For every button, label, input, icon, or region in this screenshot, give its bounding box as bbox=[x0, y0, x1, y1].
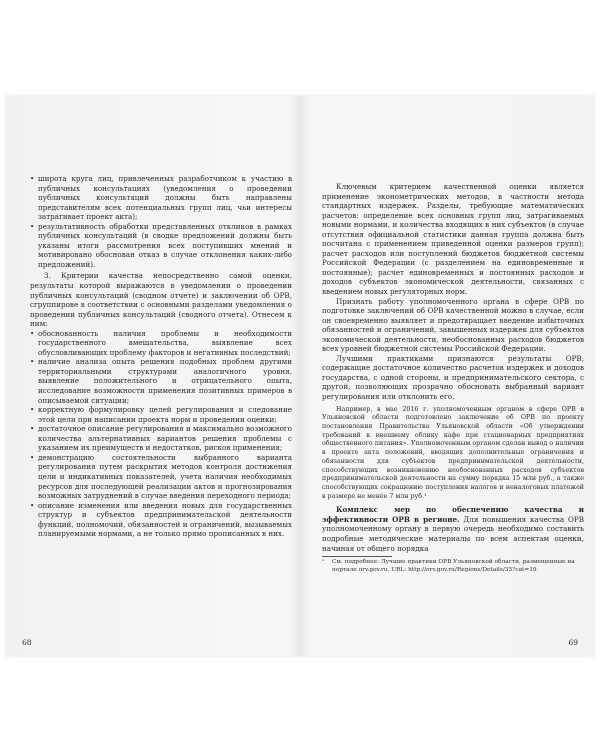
book-spread bbox=[6, 96, 594, 656]
footnote bbox=[322, 559, 584, 574]
paragraph: Признать работу уполномоченного органа в сфере ОРВ по подготовке заключений об ОРВ качественной можно в случае, если он своевременно выявляет и предотвращает введение избыточных обязанностей и ограничений, завышенных издержек для субъектов экономической деятельности, необоснованных расходов бюджетов всех уровней бюджетной системы Российской Федерации. bbox=[322, 296, 584, 354]
left-page bbox=[6, 96, 300, 656]
footnote-text: См. подробнее: Лучшие практики ОРВ Ульяновской области, размещенные на портале orv.gov.ru. URL: http://orv.gov.ru/Regions/Details/35?cat=19 bbox=[332, 559, 575, 573]
page-number: 69 bbox=[568, 638, 578, 648]
list-item: • достаточное описание регулирования и максимально возможного количества альтернативных вариантов решения проблемы с указанием их преимуществ и недостатков, рисков применения; bbox=[30, 424, 292, 453]
list-item: • наличие анализа опыта решения подобных проблем другими территориальными структурами аналогичного уровня, выявление положительного и отрицательного опыта, исследование возможности применения позитивных примеров в описываемой ситуации; bbox=[30, 357, 292, 405]
paragraph: Ключевым критерием качественной оценки является применение эконометрических методов, в частности метода стандартных издержек. Разделы, требующие математических расчетов: определение всех основных групп лиц, затрагиваемых новыми нормами, и количества входящих в них субъектов (в случае отсутствия официальной статистики данная группа должна быть посчитана с применением приведенной оценки размеров групп); расчет расходов или поступлений бюджетов бюджетной системы Российской Федерации (с разделением на единовременные и постоянные); расчет единовременных и постоянных расходов и доходов субъектов экономической деятельности, связанных с введением новых регуляторных норм. bbox=[322, 182, 584, 297]
list-item: • демонстрацию состоятельности выбранного варианта регулирования путем раскрытия методов контроля достижения цели и индикативных показателей, учета наличия необходимых ресурсов для последующей реализации актов и прогнозирования возможных затруднений в случае введения переходного периода; bbox=[30, 453, 292, 501]
left-page-text bbox=[30, 174, 292, 539]
final-text: Для повышения качества ОРВ уполномоченному органу в первую очередь необходимо составить подробные методические материалы по всем аспектам оценки, начиная от общего порядка bbox=[322, 514, 584, 553]
list-item: • результативность обработки представленных откликов в рамках публичных консультаций (в сводке предложений должны быть указаны итоги рассмотрения всех поступивших мнений и мотивировано обоснован отказ в случае отклонения каких-либо предложений). bbox=[30, 222, 292, 270]
right-page-text bbox=[322, 182, 584, 574]
criteria-paragraph: 3. Критерии качества непосредственно самой оценки, результаты которой выражаются в уведомлении о проведении публичных консультаций (сводном отчете) и заключении об ОРВ, сгруппирове в соответствии с основными разделами уведомления о проведении публичных консультаций (сводного отчета). Отнесем к ним: bbox=[30, 271, 292, 329]
list-item: • описание изменения или введения новых для государственных структур и субъектов предпринимательской деятельности функций, полномочий, обязанностей и ограничений, вызываемых планируемыми нормами, а не только прямо прописанных в них. bbox=[30, 501, 292, 539]
list-item: • корректную формулировку целей регулирования и следование этой цели при написании проекта норм и проведении оценки; bbox=[30, 405, 292, 424]
footnote-divider bbox=[322, 556, 392, 557]
footnote-mark: ¹ bbox=[322, 559, 325, 566]
section-heading: Комплекс мер по обеспечению качества и эффективности ОРВ в регионе. bbox=[322, 505, 584, 524]
final-paragraph bbox=[322, 505, 584, 553]
list-item: • обоснованность наличия проблемы и необходимости государственного вмешательства, выявление всех обусловливающих проблему факторов и негативных последствий; bbox=[30, 329, 292, 358]
top-criteria-list bbox=[30, 174, 292, 269]
criteria-list bbox=[30, 329, 292, 539]
list-item: • широта круга лиц, привлеченных разработчиком к участию в публичных консультациях (уведомления о проведении публичных консультаций должны быть направлены представителям всех потенциальных групп лиц, чьи интересы затрагивает проект акта); bbox=[30, 174, 292, 222]
example-paragraph: Например, в мае 2016 г. уполномоченным органом в сфере ОРВ в Ульяновской области подготовлено заключение об ОРВ по проекту постановления Правительства Ульяновской области «Об утверждении требований к внешнему облику кафе при стационарных предприятиях общественного питания». Уполномоченным органом сделан вывод о наличии в проекте акта положений, вводящих дополнительные ограничения и обязанности для субъектов предпринимательской деятельности, способствующих возникновению необоснованных расходов субъектов предпринимательской деятельности на сумму порядка 15 млн руб., а также способствующих сокращению поступления налогов и неналоговых платежей в размере не менее 7 млн руб.¹ bbox=[322, 405, 584, 500]
paragraph: Лучшими практиками признаются результаты ОРВ, содержащие достаточное количество расчетов издержек и доходов государства, с одной стороны, и предпринимательского сектора, с другой, позволяющих прозрачно обосновать выбранный вариант регулирования или отклонить его. bbox=[322, 353, 584, 402]
right-page bbox=[300, 96, 594, 656]
page-number: 68 bbox=[22, 638, 32, 648]
